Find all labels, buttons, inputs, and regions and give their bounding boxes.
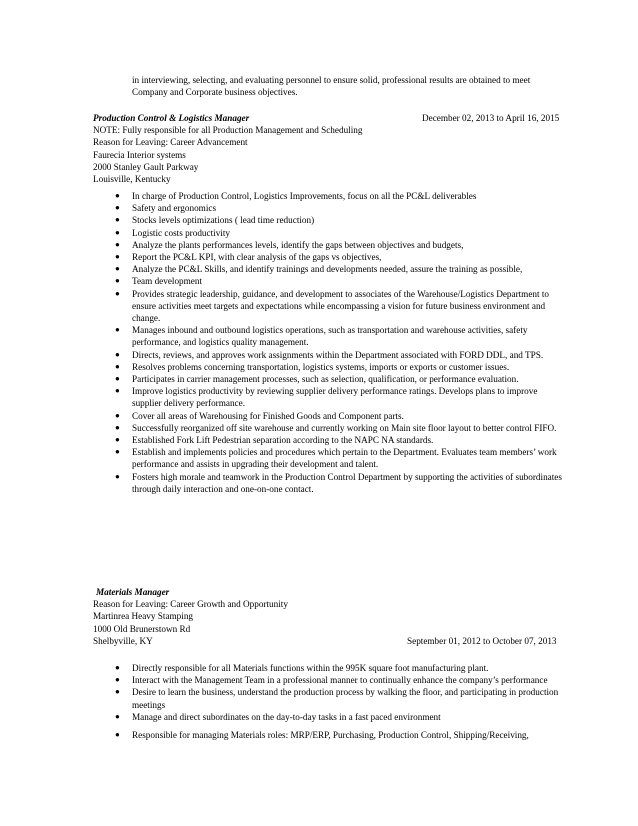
- job1-reason: Reason for Leaving: Career Advancement: [93, 137, 248, 148]
- list-item: [115, 239, 565, 251]
- bullet-text: Fosters high morale and teamwork in the Production Control Department by supporting the activities of subordinates through daily interaction and one-on-one contact.: [132, 471, 562, 494]
- bullet-text: Report the PC&L KPI, with clear analysis of the gaps vs objectives,: [132, 252, 382, 263]
- job1-bullet-list: [115, 190, 565, 495]
- bullet-text: Responsible for managing Materials roles: MRP/ERP, Purchasing, Production Control, Shipping/Receiving,: [132, 730, 529, 741]
- list-item: [115, 729, 565, 741]
- list-item: [115, 422, 565, 434]
- job2-bullet-list: [115, 662, 565, 741]
- job1-header: [93, 112, 568, 185]
- list-item: [115, 410, 565, 422]
- list-item: [115, 275, 565, 287]
- continuation-line-2: Company and Corporate business objectives.: [132, 87, 298, 98]
- bullet-icon: ●: [115, 361, 120, 371]
- job1-title-row: [93, 112, 568, 124]
- job1-title: Production Control & Logistics Manager: [93, 113, 250, 123]
- bullet-text: Directs, reviews, and approves work assignments within the Department associated with FORD DDL, and TPS.: [132, 349, 544, 360]
- list-item: [115, 263, 565, 275]
- bullet-text: Analyze the plants performances levels, identify the gaps between objectives and budgets,: [132, 239, 464, 250]
- job2-location-row: [93, 635, 568, 647]
- bullet-icon: ●: [115, 711, 120, 721]
- bullet-icon: ●: [115, 471, 120, 481]
- bullet-icon: ●: [115, 191, 120, 200]
- job1-city: Louisville, Kentucky: [93, 174, 171, 184]
- bullet-icon: ●: [115, 239, 120, 249]
- list-item: [115, 446, 565, 470]
- bullet-icon: ●: [115, 252, 120, 262]
- list-item: [115, 324, 565, 348]
- bullet-text: In charge of Production Control, Logistics Improvements, focus on all the PC&L deliverables: [132, 191, 477, 201]
- bullet-text: Safety and ergonomics: [132, 203, 217, 214]
- bullet-text: Improve logistics productivity by reviewing supplier delivery performance ratings. Develops plans to improve supplier delivery performance.: [132, 386, 538, 409]
- bullet-text: Team development: [132, 276, 203, 287]
- list-item: [115, 361, 565, 373]
- bullet-icon: ●: [115, 447, 120, 457]
- list-item: [115, 214, 565, 226]
- list-item: [115, 385, 565, 409]
- bullet-icon: ●: [115, 264, 120, 274]
- bullet-icon: ●: [115, 215, 120, 225]
- bullet-text: Interact with the Management Team in a professional manner to continually enhance the company’s performance: [132, 675, 548, 686]
- bullet-icon: ●: [115, 687, 120, 697]
- job1-note: NOTE: Fully responsible for all Production Management and Scheduling: [93, 125, 363, 136]
- bullet-icon: ●: [115, 374, 120, 384]
- bullet-icon: ●: [115, 349, 120, 359]
- list-item: [115, 349, 565, 361]
- list-item: [115, 662, 565, 674]
- bullet-text: Desire to learn the business, understand the production process by walking the floor, and participating in production meetings: [132, 687, 559, 710]
- bullet-icon: ●: [115, 675, 120, 685]
- bullet-text: Manage and direct subordinates on the day-to-day tasks in a fast paced environment: [132, 711, 441, 722]
- bullet-text: Successfully reorganized off site warehouse and currently working on Main site floor layout to better control FIFO.: [132, 422, 557, 433]
- job2-reason: Reason for Leaving: Career Growth and Opportunity: [93, 599, 288, 610]
- bullet-text: Directly responsible for all Materials functions within the 995K square foot manufacturing plant.: [132, 663, 489, 673]
- bullet-text: Resolves problems concerning transportation, logistics systems, imports or exports or customer issues.: [132, 361, 510, 372]
- bullet-text: Cover all areas of Warehousing for Finished Goods and Component parts.: [132, 410, 404, 421]
- job2-city: Shelbyville, KY: [93, 635, 153, 646]
- continuation-text: [132, 74, 572, 98]
- list-item: [115, 227, 565, 239]
- job1-company: Faurecia Interior systems: [93, 149, 186, 160]
- list-item: [115, 251, 565, 263]
- bullet-text: Manages inbound and outbound logistics operations, such as transportation and warehouse activities, safety performance, and logistics quality management.: [132, 325, 528, 348]
- bullet-icon: ●: [115, 276, 120, 286]
- job2-address: 1000 Old Brunerstown Rd: [93, 623, 191, 634]
- bullet-text: Established Fork Lift Pedestrian separation according to the NAPC NA standards.: [132, 435, 434, 446]
- bullet-icon: ●: [115, 422, 120, 432]
- bullet-text: Provides strategic leadership, guidance, and development to associates of the Warehouse/Logistics Department to ensure activities meet targets and expectations while encompassing a vision for future business environment and change.: [132, 288, 549, 324]
- list-item: [115, 288, 565, 325]
- bullet-icon: ●: [115, 325, 120, 335]
- bullet-icon: ●: [115, 227, 120, 237]
- list-item: [115, 202, 565, 214]
- bullet-text: Establish and implements policies and procedures which pertain to the Department. Evaluates team members’ work performance and assists in upgrading their development and talent.: [132, 447, 557, 470]
- bullet-icon: ●: [115, 203, 120, 213]
- bullet-icon: ●: [115, 663, 120, 672]
- job2-company: Martinrea Heavy Stamping: [93, 611, 194, 622]
- job1-address: 2000 Stanley Gault Parkway: [93, 161, 199, 172]
- job1-dates: December 02, 2013 to April 16, 2015: [422, 113, 560, 123]
- list-item: [115, 373, 565, 385]
- bullet-icon: ●: [115, 386, 120, 396]
- job2-title: Materials Manager: [96, 587, 170, 597]
- bullet-icon: ●: [115, 410, 120, 420]
- list-item: [115, 434, 565, 446]
- job2-dates: September 01, 2012 to October 07, 2013: [407, 635, 557, 646]
- bullet-text: Logistic costs productivity: [132, 227, 230, 238]
- bullet-text: Analyze the PC&L Skills, and identify trainings and developments needed, assure the training as possible,: [132, 264, 523, 275]
- bullet-icon: ●: [115, 288, 120, 298]
- list-item: [115, 686, 565, 710]
- list-item: [115, 674, 565, 686]
- bullet-icon: ●: [115, 730, 120, 740]
- bullet-text: Participates in carrier management processes, such as selection, qualification, or performance evaluation.: [132, 374, 519, 385]
- bullet-icon: ●: [115, 435, 120, 445]
- continuation-line-1: in interviewing, selecting, and evaluating personnel to ensure solid, professional results are obtained to meet: [132, 75, 531, 85]
- bullet-text: Stocks levels optimizations ( lead time reduction): [132, 215, 315, 226]
- list-item: [115, 190, 565, 202]
- list-item: [115, 471, 565, 495]
- list-item: [115, 711, 565, 723]
- job2-header: [93, 586, 568, 647]
